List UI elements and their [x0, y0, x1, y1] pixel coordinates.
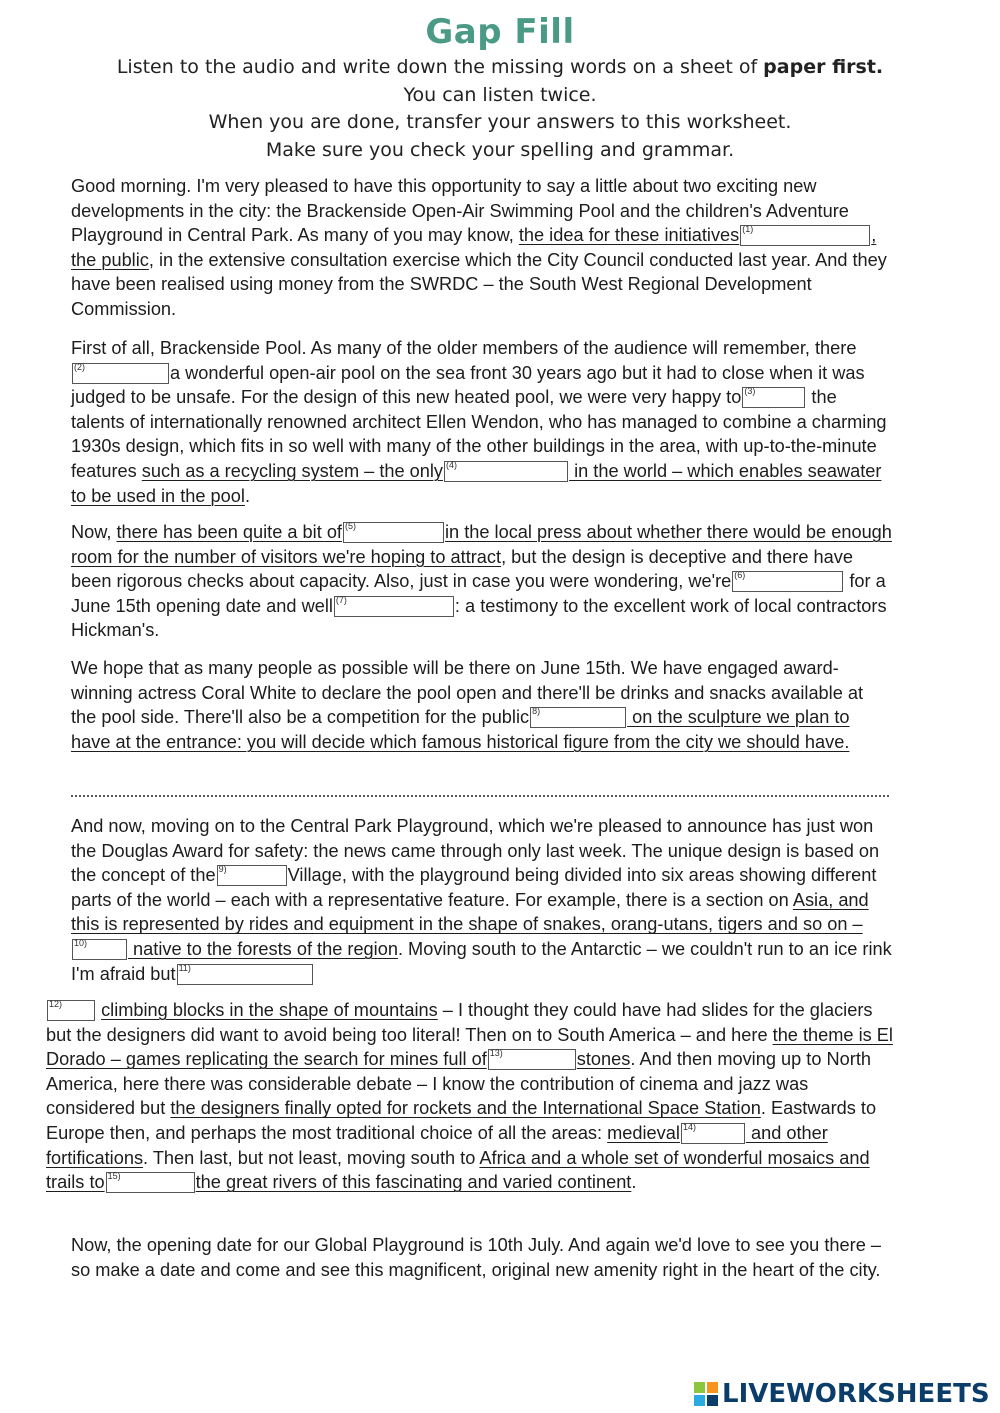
paragraph-press: Now, there has been quite a bit of (5) in the local press about whether there would be enough room for the number of visitors we're hoping to attract, but the design is deceptive and there have been rigorous checks about capacity. Also, just in case you were wondering, we're (6) for a June 15th opening date and well (7) : a testimony to the excellent work of local contractors Hickman's.: [71, 521, 892, 641]
gap-12[interactable]: 12): [47, 1000, 95, 1021]
gap-14[interactable]: 14): [681, 1123, 745, 1144]
gap-14-input[interactable]: [682, 1124, 744, 1143]
gap-8-input[interactable]: [531, 708, 625, 727]
section-divider: [71, 795, 889, 797]
gap-15-input[interactable]: [107, 1173, 194, 1192]
gap-2-input[interactable]: [73, 364, 168, 383]
gap-8[interactable]: 8): [530, 707, 626, 728]
instruction-line-3: When you are done, transfer your answers to this worksheet.: [208, 111, 792, 133]
gap-7-input[interactable]: [335, 597, 453, 616]
gap-5-input[interactable]: [344, 523, 443, 542]
instructions: [0, 54, 1000, 164]
gap-5[interactable]: (5): [343, 522, 444, 543]
gap-4-input[interactable]: [445, 462, 567, 481]
gap-6[interactable]: (6): [732, 571, 843, 592]
gap-13-input[interactable]: [489, 1050, 575, 1069]
gap-6-input[interactable]: [733, 572, 842, 591]
paragraph-world-areas: 12) climbing blocks in the shape of mountains – I thought they could have had slides for the glaciers but the designers did want to avoid being too literal! Then on to South America – and here the theme is El Dorado – games replicating the search for mines full of 13) stones. And then moving up to North America, here there was considerable debate – I know the contribution of cinema and jazz was considered but the designers finally opted for rockets and the International Space Station. Eastwards to Europe then, and perhaps the most traditional choice of all the areas: medieval 14) and other fortifications. Then last, but not least, moving south to Africa and a whole set of wonderful mosaics and trails to 15) the great rivers of this fascinating and varied continent.: [46, 999, 893, 1193]
gap-11-input[interactable]: [178, 965, 312, 984]
logo-wordmark: LIVEWORKSHEETS: [722, 1379, 990, 1409]
paragraph-pool: First of all, Brackenside Pool. As many of the older members of the audience will remember, there (2) a wonderful open-air pool on the sea front 30 years ago but it had to close when it was judged to be unsafe. For the design of this new heated pool, we were very happy to (3) the talents of internationally renowned architect Ellen Wendon, who has managed to combine a charming 1930s design, which fits in so well with many of the other buildings in the area, with up-to-the-minute features such as a recycling system – the only (4) in the world – which enables seawater to be used in the pool.: [71, 338, 887, 506]
gap-3-input[interactable]: [743, 388, 804, 407]
gap-9[interactable]: 9): [217, 865, 287, 886]
gap-1-input[interactable]: [741, 226, 869, 245]
gap-10[interactable]: 10): [72, 939, 127, 960]
gap-15[interactable]: 15): [106, 1172, 195, 1193]
paragraph-intro: Good morning. I'm very pleased to have this opportunity to say a little about two exciting new developments in the city: the Brackenside Open-Air Swimming Pool and the children's Adventure Playground in Central Park. As many of you may know, the idea for these initiatives (1) , the public, in the extensive consultation exercise which the City Council conducted last year. And they have been realised using money from the SWRDC – the South West Regional Development Commission.: [71, 176, 887, 319]
liveworksheets-logo[interactable]: [694, 1380, 990, 1408]
instruction-line-1: Listen to the audio and write down the missing words on a sheet of paper first.: [116, 56, 884, 78]
gap-9-input[interactable]: [218, 866, 286, 885]
instruction-line-4: Make sure you check your spelling and grammar.: [265, 138, 735, 161]
paragraph-closing: Now, the opening date for our Global Playground is 10th July. And again we'd love to see you there – so make a date and come and see this magnificent, original new amenity right in the heart of the city.: [71, 1235, 881, 1280]
liveworksheets-blocks-icon: [694, 1382, 718, 1406]
gap-12-input[interactable]: [48, 1001, 94, 1020]
gap-4[interactable]: (4): [444, 461, 568, 482]
gap-10-input[interactable]: [73, 940, 126, 959]
gap-13[interactable]: 13): [488, 1049, 576, 1070]
gap-7[interactable]: (7): [334, 596, 454, 617]
page-title: Gap Fill: [425, 12, 575, 52]
paragraph-opening: We hope that as many people as possible will be there on June 15th. We have engaged award-winning actress Coral White to declare the pool open and there'll be drinks and snacks available at the pool side. There'll also be a competition for the public 8) on the sculpture we plan to have at the entrance: you will decide which famous historical figure from the city we should have.: [71, 658, 864, 752]
gap-1[interactable]: (1): [740, 225, 870, 246]
paragraph-playground: And now, moving on to the Central Park Playground, which we're pleased to announce has just won the Douglas Award for safety: the news came through only last week. The unique design is based on the concept of the 9) Village, with the playground being divided into six areas showing different parts of the world – each with a representative feature. For example, there is a section on Asia, and this is represented by rides and equipment in the shape of snakes, orang-utans, tigers and so on – 10) native to the forests of the region. Moving south to the Antarctic – we couldn't run to an ice rink I'm afraid but 11): [71, 816, 892, 984]
instruction-line-2: You can listen twice.: [403, 83, 597, 106]
gap-2[interactable]: (2): [72, 363, 169, 384]
gap-11[interactable]: 11): [177, 964, 313, 985]
gap-3[interactable]: (3): [742, 387, 805, 408]
